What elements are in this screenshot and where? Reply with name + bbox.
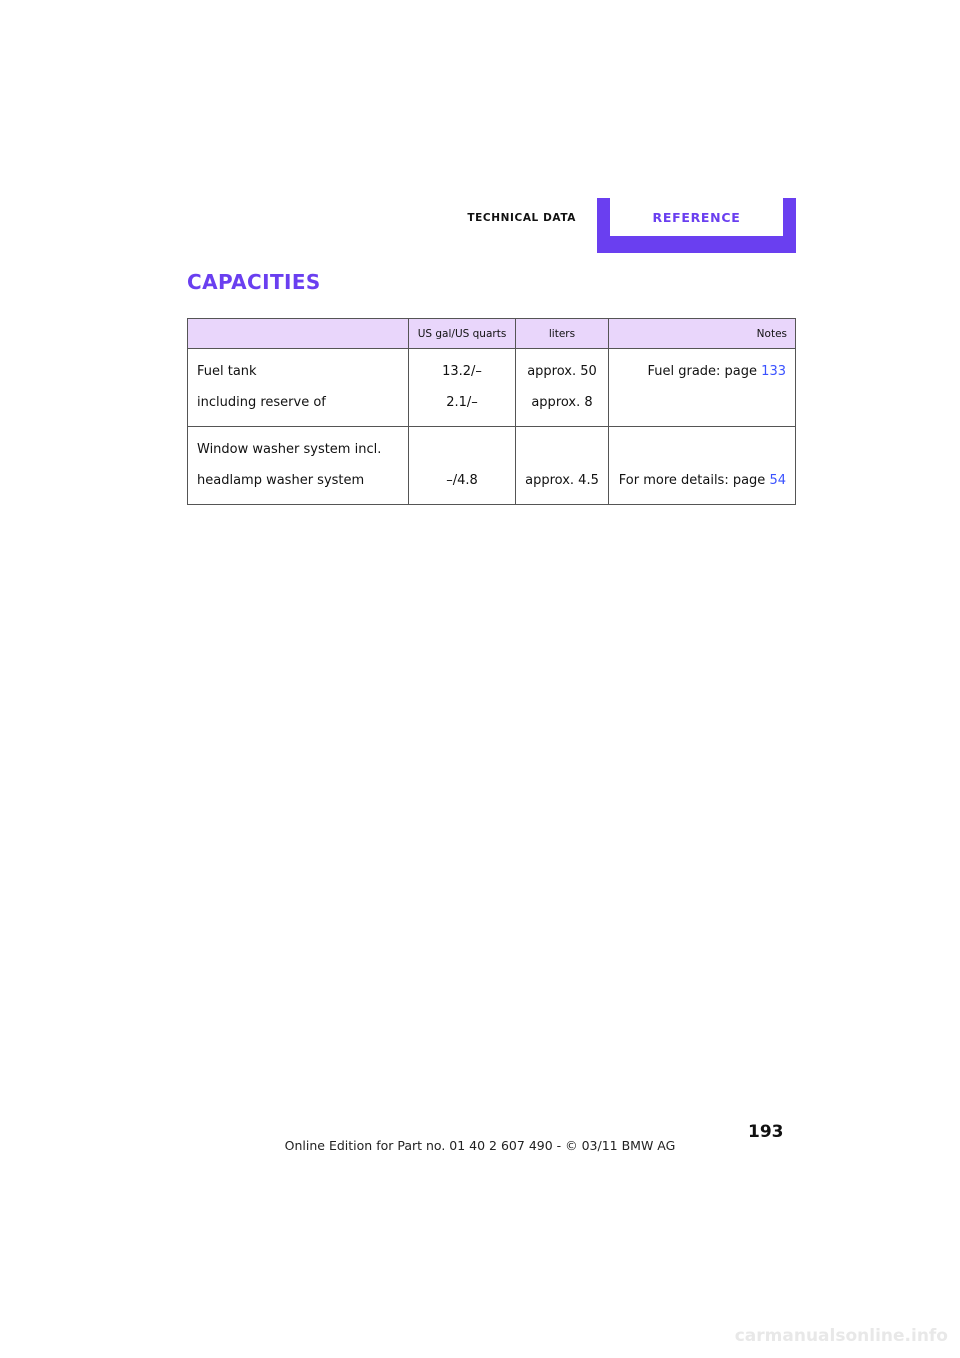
item-line: including reserve of <box>197 395 326 410</box>
item-cell <box>188 427 409 505</box>
column-header-notes: Notes <box>609 319 796 349</box>
page-link[interactable]: 54 <box>769 473 786 488</box>
item-line: Window washer system incl. <box>197 442 382 457</box>
item-cell <box>188 349 409 427</box>
table-header-row <box>188 319 796 349</box>
us-cell <box>409 349 516 427</box>
footer-edition-note: Online Edition for Part no. 01 40 2 607 490 - © 03/11 BMW AG <box>284 1138 676 1153</box>
chapter-label: REFERENCE <box>652 209 741 225</box>
table-row <box>188 349 796 427</box>
column-header-liters: liters <box>516 319 609 349</box>
chapter-tab <box>597 198 796 253</box>
us-cell: –/4.8 <box>409 427 516 505</box>
us-value: 13.2/– <box>442 364 482 379</box>
column-header-us: US gal/US quarts <box>409 319 516 349</box>
chapter-tab-inner <box>610 198 783 236</box>
page-title: CAPACITIES <box>187 270 321 294</box>
item-line: Fuel tank <box>197 364 257 379</box>
note-text: For more details: page <box>618 473 770 488</box>
us-value: 2.1/– <box>446 395 478 410</box>
notes-cell <box>609 427 796 505</box>
notes-cell <box>609 349 796 427</box>
header-section-label: TECHNICAL DATA <box>467 212 576 224</box>
liters-value: approx. 8 <box>531 395 593 410</box>
watermark: carmanualsonline.info <box>734 1326 948 1346</box>
liters-cell: approx. 4.5 <box>516 427 609 505</box>
item-line: headlamp washer system <box>197 473 365 488</box>
page-number: 193 <box>748 1122 784 1142</box>
capacities-table <box>187 318 796 505</box>
liters-value: approx. 50 <box>527 364 597 379</box>
column-header-item <box>188 319 409 349</box>
page-link[interactable]: 133 <box>761 364 786 379</box>
table-row <box>188 427 796 505</box>
liters-cell <box>516 349 609 427</box>
note-text: Fuel grade: page <box>647 364 762 379</box>
